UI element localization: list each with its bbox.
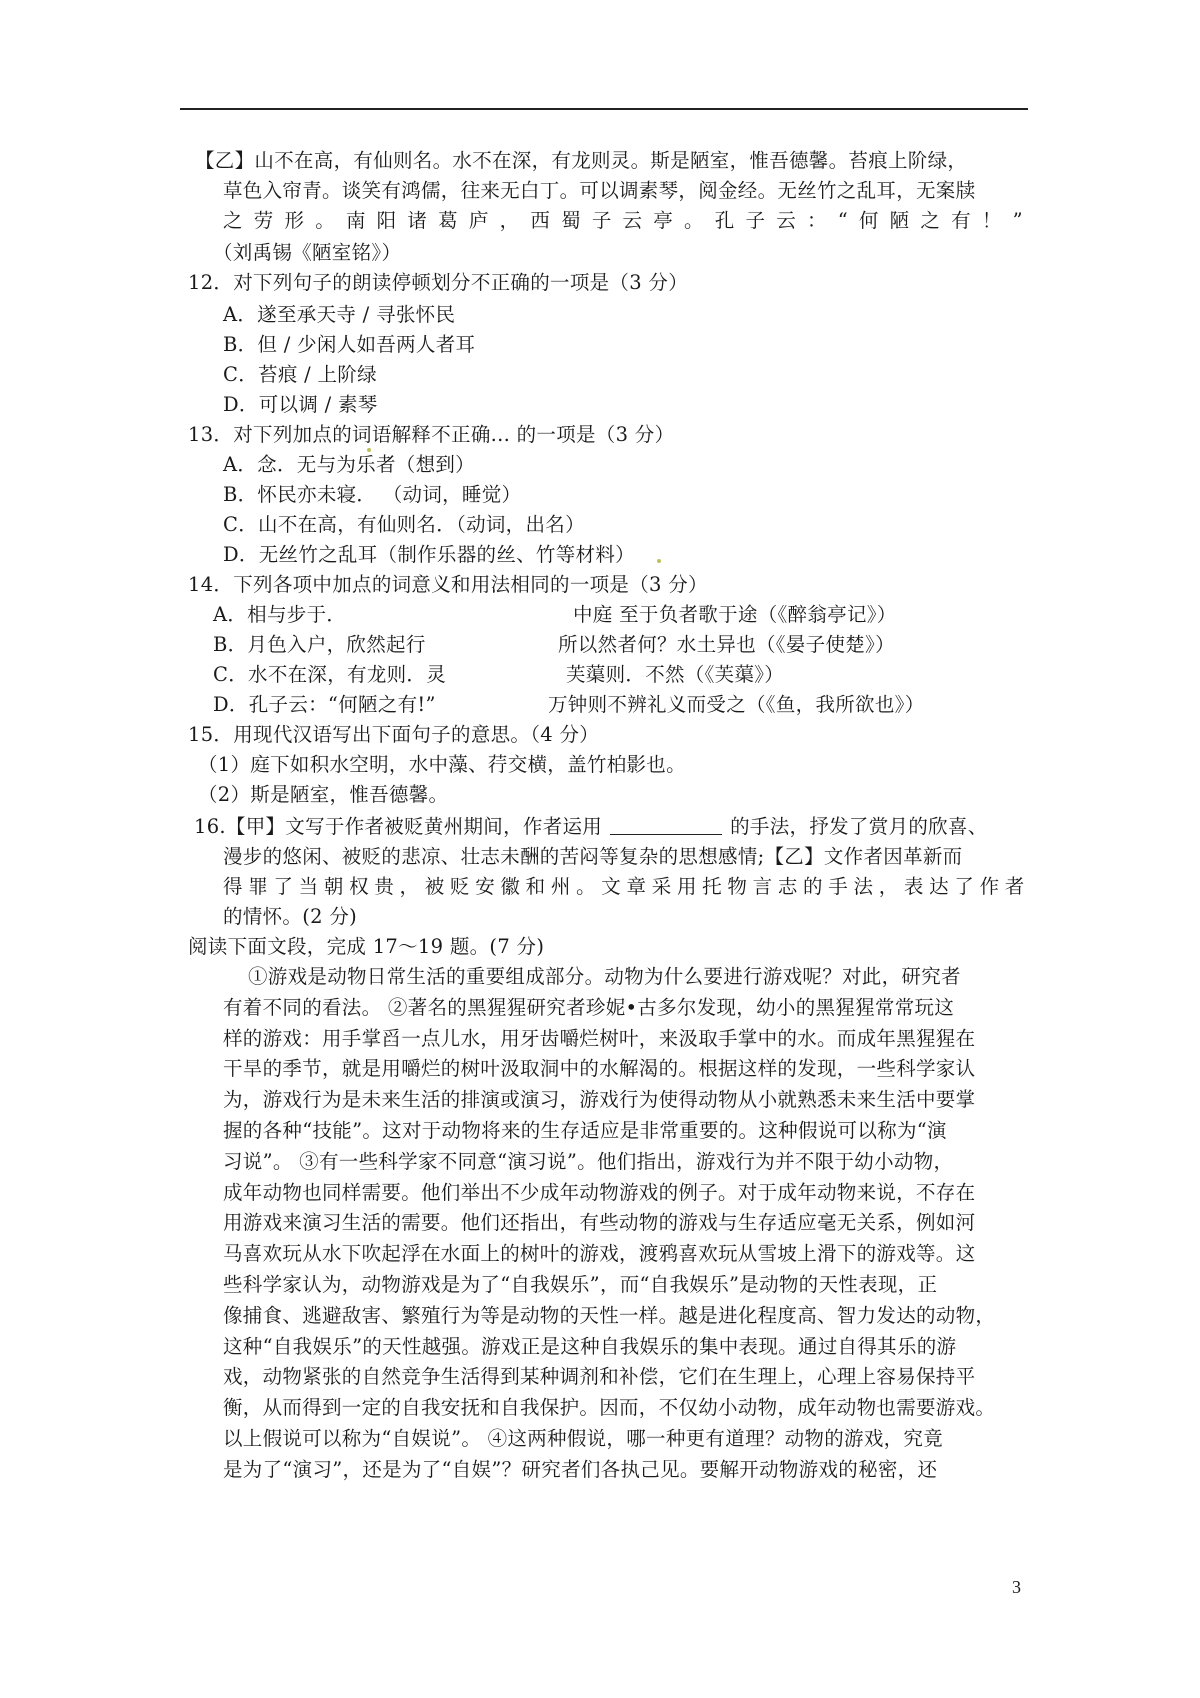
spread-char: 物 xyxy=(727,875,748,898)
spread-char: 陋 xyxy=(889,209,910,232)
spread-char: 劳 xyxy=(253,209,274,232)
spread-char: 州 xyxy=(550,875,571,898)
reading-intro: 阅读下面文段，完成 17～19 题。(7 分) xyxy=(188,935,545,958)
spread-char: 采 xyxy=(651,875,672,898)
passage-yi-source: （刘禹锡《陋室铭》） xyxy=(213,241,402,264)
spread-char: 云 xyxy=(622,209,643,232)
q12-stem: 12．对下列句子的朗读停顿划分不正确的一项是（3 分） xyxy=(188,271,689,294)
q14-option-a-left: A．相与步于． xyxy=(213,603,347,626)
spread-char: 被 xyxy=(424,875,445,898)
spread-char: 当 xyxy=(298,875,319,898)
spread-char: 和 xyxy=(525,875,546,898)
spread-char: ： xyxy=(806,209,827,232)
spread-char: ， xyxy=(878,875,899,898)
spread-char: 文 xyxy=(601,875,622,898)
spread-char: 言 xyxy=(752,875,773,898)
spread-char: 朝 xyxy=(323,875,344,898)
spread-char: 南 xyxy=(345,209,366,232)
q13-option-a: A．念．无与为乐者（想到） xyxy=(223,453,475,476)
reading-line: ①游戏是动物日常生活的重要组成部分。动物为什么要进行游戏呢？对此，研究者 xyxy=(248,965,961,988)
q16-line-4: 的情怀。(2 分) xyxy=(223,905,358,928)
reading-line: 用游戏来演习生活的需要。他们还指出，有些动物的游戏与生存适应毫无关系，例如河 xyxy=(223,1211,976,1235)
spread-char: 志 xyxy=(777,875,798,898)
passage-yi-line-3 xyxy=(223,206,1023,236)
spread-char: ， xyxy=(399,875,420,898)
q14-option-c-right: 芙蕖则．不然（《芙蕖》） xyxy=(566,663,785,686)
reading-line: 像捕食、逃避敌害、繁殖行为等是动物的天性一样。越是进化程度高、智力发达的动物， xyxy=(223,1303,996,1327)
spread-char: 了 xyxy=(273,875,294,898)
passage-yi-line-2: 草色入帘青。谈笑有鸿儒，往来无白丁。可以调素琴，阅金经。无丝竹之乱耳，无案牍 xyxy=(223,179,976,202)
spread-char: 法 xyxy=(853,875,874,898)
reading-line: 为，游戏行为是未来生活的排演或演习，游戏行为使得动物从小就熟悉未来生活中要掌 xyxy=(223,1088,976,1112)
q16-line-1 xyxy=(194,812,988,842)
spread-char: 托 xyxy=(702,875,722,898)
spread-char: 达 xyxy=(929,875,949,898)
q13-option-d: D．无丝竹之乱耳（制作乐器的丝、竹等材料） xyxy=(223,543,635,566)
spread-char: “ xyxy=(837,209,848,232)
q14-option-d-left: D．孔子云：“何陋之有!” xyxy=(213,693,436,716)
spread-char: 用 xyxy=(676,875,697,898)
spread-char: ， xyxy=(499,209,520,232)
spread-char: 得 xyxy=(223,875,243,898)
spread-char: 安 xyxy=(475,875,495,898)
q13-stem: 13．对下列加点的词语解释不正确... 的一项是（3 分） xyxy=(188,423,675,446)
spread-char: 子 xyxy=(591,209,612,232)
reading-line: 这种“自我娱乐”的天性越强。游戏正是这种自我娱乐的集中表现。通过自得其乐的游 xyxy=(223,1334,957,1358)
reading-line: 以上假说可以称为“自娱说”。 ④这两种假说，哪一种更有道理？动物的游戏，究竟 xyxy=(223,1427,944,1450)
spread-char: ” xyxy=(1012,209,1023,232)
q12-option-b: B．但 / 少闲人如吾两人者耳 xyxy=(223,333,476,356)
spread-char: 者 xyxy=(1004,875,1025,898)
reading-line: 握的各种“技能”。这对于动物将来的生存适应是非常重要的。这种假说可以称为“演 xyxy=(223,1119,947,1142)
q16-text-before-blank: 16.【甲】文写于作者被贬黄州期间，作者运用 xyxy=(194,815,603,838)
reading-line: 习说”。 ③有一些科学家不同意“演习说”。他们指出，游戏行为并不限于幼小动物， xyxy=(223,1149,954,1173)
spread-char: 徽 xyxy=(500,875,521,898)
spread-char: 权 xyxy=(349,875,369,898)
q14-option-c-left: C．水不在深，有龙则．灵 xyxy=(213,663,447,686)
spread-char: 。 xyxy=(576,875,596,898)
spread-char: 庐 xyxy=(468,209,489,232)
spread-char: 孔 xyxy=(714,209,735,232)
spread-char: 形 xyxy=(284,209,305,232)
passage-yi-line-1: 【乙】山不在高，有仙则名。水不在深，有龙则灵。斯是陋室，惟吾德馨。苔痕上阶绿， xyxy=(195,149,968,172)
reading-line: 些科学家认为，动物游戏是为了“自我娱乐”，而“自我娱乐”是动物的天性表现，正 xyxy=(223,1273,938,1296)
spread-char: 罪 xyxy=(248,875,269,898)
spread-char: 之 xyxy=(223,209,243,232)
q16-line-2: 漫步的悠闲、被贬的悲凉、壮志未酬的苦闷等复杂的思想感情;【乙】文作者因革新而 xyxy=(223,845,963,868)
reading-line: 样的游戏：用手掌舀一点儿水，用牙齿嚼烂树叶，来汲取手掌中的水。而成年黑猩猩在 xyxy=(223,1026,976,1050)
reading-line: 是为了“演习”，还是为了“自娱”？研究者们各执己见。要解开动物游戏的秘密，还 xyxy=(223,1457,938,1481)
reading-line: 戏，动物紧张的自然竞争生活得到某种调剂和补偿，它们在生理上，心理上容易保持平 xyxy=(223,1365,976,1389)
spread-char: 贵 xyxy=(374,875,395,898)
q12-option-a: A．遂至承天寺 / 寻张怀民 xyxy=(223,303,456,326)
spread-char: 章 xyxy=(626,875,647,898)
q12-option-c: C．苔痕 / 上阶绿 xyxy=(223,363,377,386)
q14-option-b-left: B．月色入户，欣然起行 xyxy=(213,633,426,656)
spread-char: 作 xyxy=(979,875,1000,898)
page-number: 3 xyxy=(1012,1577,1021,1597)
spread-char: 子 xyxy=(745,209,766,232)
spread-char: 。 xyxy=(315,209,336,232)
q13-option-c: C．山不在高，有仙则名．（动词，出名） xyxy=(223,513,585,536)
reading-line: 马喜欢玩从水下吹起浮在水面上的树叶的游戏，渡鸦喜欢玩从雪坡上滑下的游戏等。这 xyxy=(223,1242,976,1266)
reading-line: 有着不同的看法。 ②著名的黑猩猩研究者珍妮•古多尔发现，幼小的黑猩猩常常玩这 xyxy=(223,995,955,1019)
reading-line: 干旱的季节，就是用嚼烂的树叶汲取洞中的水解渴的。根据这样的发现，一些科学家认 xyxy=(223,1057,976,1081)
spread-char: 了 xyxy=(954,875,975,898)
spread-char: 的 xyxy=(803,875,823,898)
q13-option-b: B．怀民亦未寝． （动词，睡觉） xyxy=(223,483,522,506)
spread-char: 何 xyxy=(858,209,879,232)
spread-char: 有 xyxy=(951,209,971,232)
spread-char: 亭 xyxy=(653,209,674,232)
q14-option-b-right: 所以然者何？水土异也（《晏子使楚》） xyxy=(558,633,895,656)
q14-option-a-right: 中庭 至于负者歌于途（《醉翁亭记》） xyxy=(573,603,897,626)
q14-option-d-right: 万钟则不辨礼义而受之（《鱼，我所欲也》） xyxy=(548,693,925,716)
spread-char: 葛 xyxy=(438,209,458,232)
q16-line-3 xyxy=(223,872,1025,902)
emphasis-dot xyxy=(657,559,661,563)
spread-char: 之 xyxy=(920,209,941,232)
spread-char: 贬 xyxy=(449,875,470,898)
q15-stem: 15．用现代汉语写出下面句子的意思。（4 分） xyxy=(188,723,600,746)
q16-text-after-blank: 的手法，抒发了赏月的欣喜、 xyxy=(730,815,988,838)
spread-char: 诸 xyxy=(407,209,428,232)
answer-blank[interactable] xyxy=(610,814,722,835)
q14-stem: 14．下列各项中加点的词意义和用法相同的一项是（3 分） xyxy=(188,573,708,596)
q12-option-d: D．可以调 / 素琴 xyxy=(223,393,378,416)
header-rule xyxy=(180,108,1028,110)
spread-char: 西 xyxy=(530,209,551,232)
spread-char: 蜀 xyxy=(561,209,581,232)
reading-line: 成年动物也同样需要。他们举出不少成年动物游戏的例子。对于成年动物来说，不存在 xyxy=(223,1180,976,1204)
spread-char: ！ xyxy=(981,209,1002,232)
reading-line: 衡，从而得到一定的自我安抚和自我保护。因而，不仅幼小动物，成年动物也需要游戏。 xyxy=(223,1396,996,1420)
q15-sentence-1: （1）庭下如积水空明，水中藻、荇交横，盖竹柏影也。 xyxy=(198,753,686,776)
spread-char: 手 xyxy=(828,875,849,898)
spread-char: 阳 xyxy=(376,209,397,232)
spread-char: 云 xyxy=(776,209,797,232)
spread-char: 表 xyxy=(903,875,924,898)
q15-sentence-2: （2）斯是陋室，惟吾德馨。 xyxy=(198,783,449,806)
spread-char: 。 xyxy=(684,209,704,232)
